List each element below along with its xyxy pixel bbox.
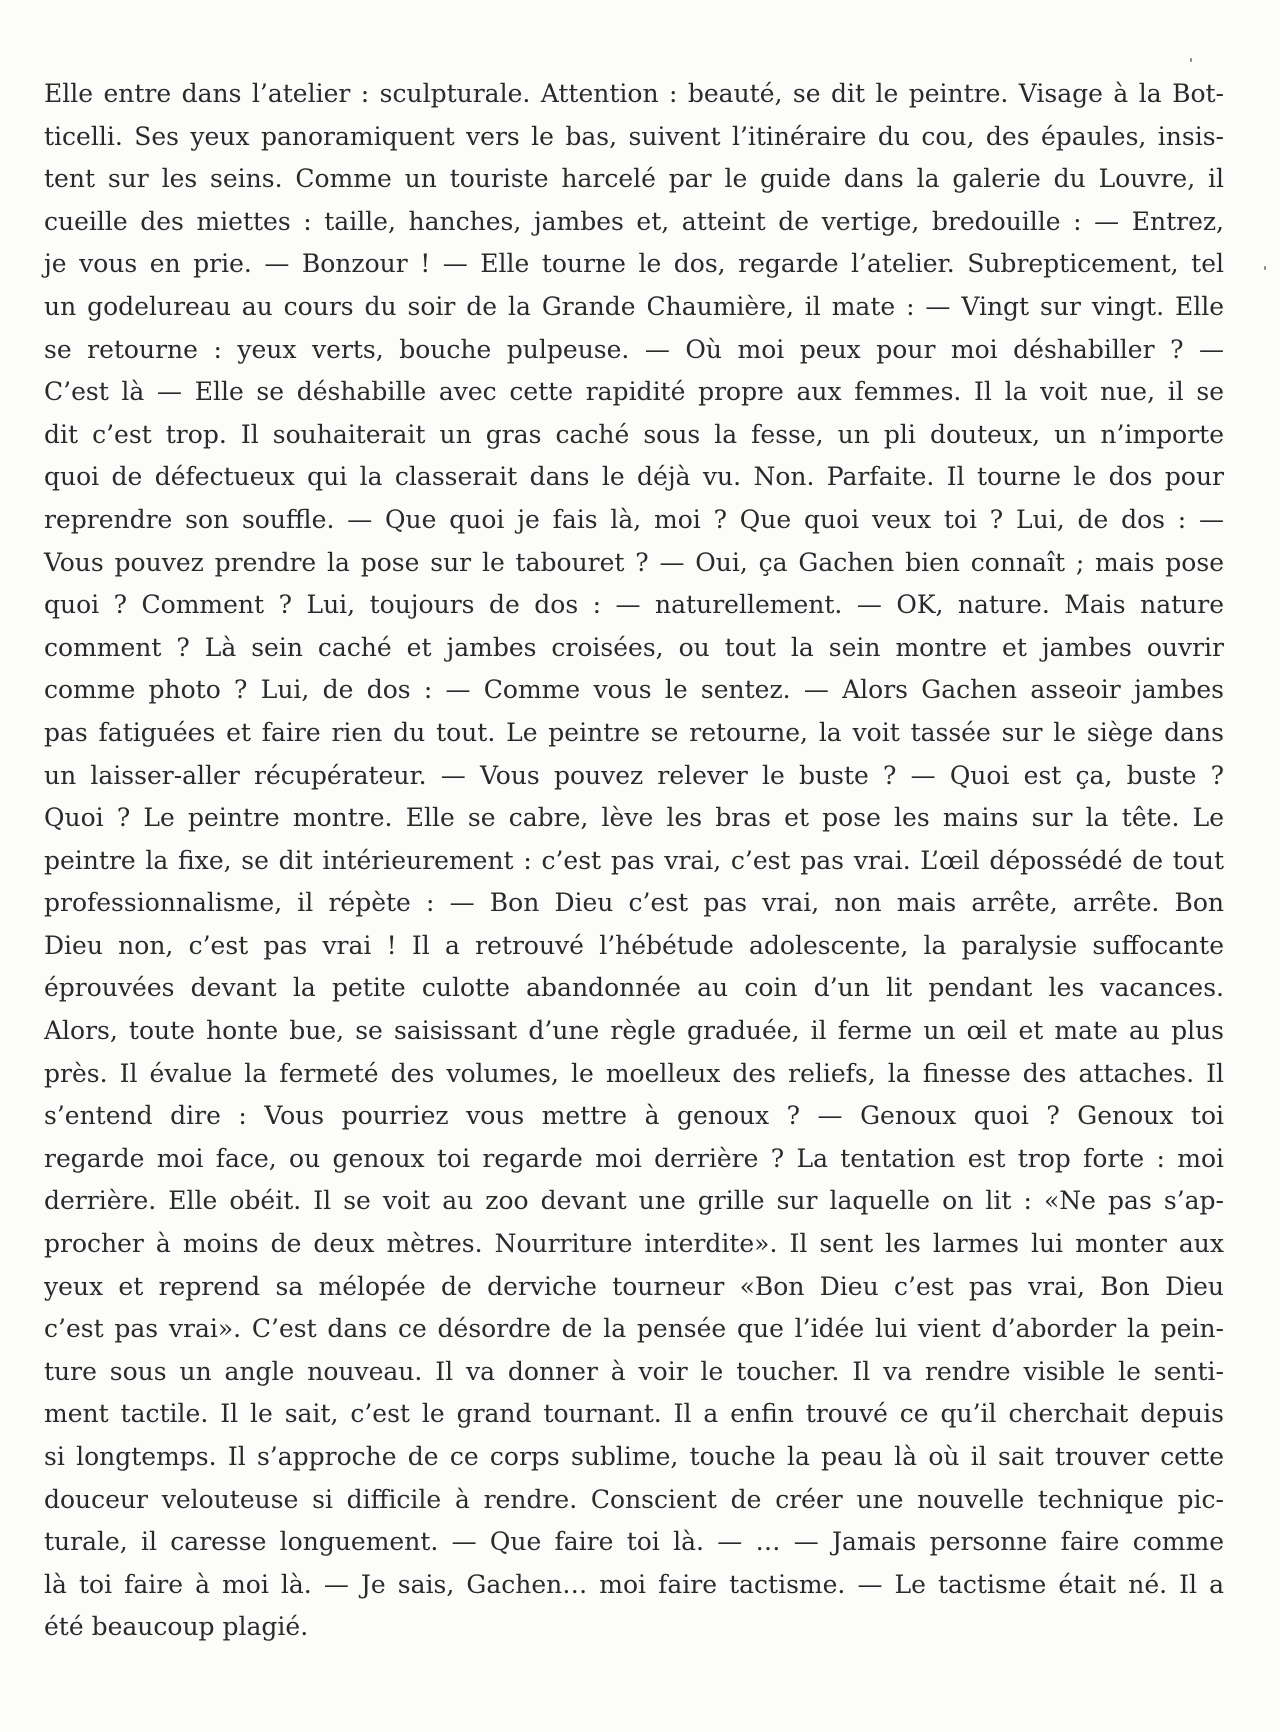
text-line: dit c’est trop. Il souhaiterait un gras caché sous la fesse, un pli douteux, un n’importe bbox=[44, 419, 1224, 449]
text-line: éprouvées devant la petite culotte abandonnée au coin d’un lit pendant les vacances. bbox=[44, 973, 1224, 1003]
text-line: c’est pas vrai». C’est dans ce désordre de la pensée que l’idée lui vient d’aborder la pein- bbox=[44, 1314, 1224, 1344]
text-line: s’entend dire : Vous pourriez vous mettre à genoux ? — Genoux quoi ? Genoux toi bbox=[44, 1101, 1224, 1131]
text-line: quoi de défectueux qui la classerait dans le déjà vu. Non. Parfaite. Il tourne le dos pour bbox=[44, 462, 1224, 492]
scan-speck bbox=[1190, 58, 1192, 62]
text-line: ment tactile. Il le sait, c’est le grand tournant. Il a enfin trouvé ce qu’il cherchait depuis bbox=[44, 1399, 1224, 1429]
text-line: turale, il caresse longuement. — Que faire toi là. — … — Jamais personne faire comme bbox=[44, 1527, 1224, 1557]
text-line: comme photo ? Lui, de dos : — Comme vous le sentez. — Alors Gachen asseoir jambes bbox=[44, 675, 1224, 705]
text-line: Vous pouvez prendre la pose sur le tabouret ? — Oui, ça Gachen bien connaît ; mais pose bbox=[44, 547, 1224, 577]
text-line: quoi ? Comment ? Lui, toujours de dos : — naturellement. — OK, nature. Mais nature bbox=[44, 590, 1224, 620]
text-line: ticelli. Ses yeux panoramiquent vers le bas, suivent l’itinéraire du cou, des épaules, insis- bbox=[44, 121, 1224, 151]
text-line: C’est là — Elle se déshabille avec cette rapidité propre aux femmes. Il la voit nue, il se bbox=[44, 377, 1224, 407]
text-line: se retourne : yeux verts, bouche pulpeuse. — Où moi peux pour moi déshabiller ? — bbox=[44, 334, 1224, 364]
text-line: près. Il évalue la fermeté des volumes, le moelleux des reliefs, la finesse des attaches. Il bbox=[44, 1058, 1224, 1088]
text-line: pas fatiguées et faire rien du tout. Le peintre se retourne, la voit tassée sur le siège dans bbox=[44, 717, 1224, 747]
text-line: reprendre son souffle. — Que quoi je fais là, moi ? Que quoi veux toi ? Lui, de dos : — bbox=[44, 504, 1224, 534]
body-text bbox=[44, 73, 1224, 1649]
text-line: je vous en prie. — Bonzour ! — Elle tourne le dos, regarde l’atelier. Subrepticement, tel bbox=[44, 249, 1224, 279]
text-line: cueille des miettes : taille, hanches, jambes et, atteint de vertige, bredouille : — Entrez, bbox=[44, 206, 1224, 236]
text-line: Elle entre dans l’atelier : sculpturale. Attention : beauté, se dit le peintre. Visage à la Bot- bbox=[44, 79, 1224, 108]
text-line: ture sous un angle nouveau. Il va donner à voir le toucher. Il va rendre visible le senti- bbox=[44, 1356, 1224, 1386]
text-line: Alors, toute honte bue, se saisissant d’une règle graduée, il ferme un œil et mate au plus bbox=[44, 1016, 1224, 1046]
text-line-last: été beaucoup plagié. bbox=[44, 1612, 309, 1642]
text-line: regarde moi face, ou genoux toi regarde moi derrière ? La tentation est trop forte : moi bbox=[44, 1143, 1224, 1173]
text-line: tent sur les seins. Comme un touriste harcelé par le guide dans la galerie du Louvre, il bbox=[44, 164, 1224, 194]
text-line: derrière. Elle obéit. Il se voit au zoo devant une grille sur laquelle on lit : «Ne pas s’ap- bbox=[44, 1186, 1224, 1216]
text-line: douceur velouteuse si difficile à rendre. Conscient de créer une nouvelle technique pic- bbox=[44, 1484, 1224, 1514]
text-line: si longtemps. Il s’approche de ce corps sublime, touche la peau là où il sait trouver cette bbox=[44, 1442, 1224, 1471]
text-line: Dieu non, c’est pas vrai ! Il a retrouvé l’hébétude adolescente, la paralysie suffocante bbox=[44, 930, 1224, 960]
text-line: un godelureau au cours du soir de la Grande Chaumière, il mate : — Vingt sur vingt. Elle bbox=[44, 291, 1224, 321]
text-line: Quoi ? Le peintre montre. Elle se cabre, lève les bras et pose les mains sur la tête. Le bbox=[44, 803, 1224, 833]
text-line: peintre la fixe, se dit intérieurement : c’est pas vrai, c’est pas vrai. L’œil dépossédé de tout bbox=[44, 845, 1224, 875]
text-line: procher à moins de deux mètres. Nourriture interdite». Il sent les larmes lui monter aux bbox=[44, 1229, 1224, 1259]
text-line: un laisser-aller récupérateur. — Vous pouvez relever le buste ? — Quoi est ça, buste ? bbox=[44, 760, 1224, 790]
text-line: comment ? Là sein caché et jambes croisées, ou tout la sein montre et jambes ouvrir bbox=[44, 632, 1224, 662]
text-line: professionnalisme, il répète : — Bon Dieu c’est pas vrai, non mais arrête, arrête. Bon bbox=[44, 888, 1224, 918]
scan-speck bbox=[1264, 266, 1266, 270]
text-line: là toi faire à moi là. — Je sais, Gachen… moi faire tactisme. — Le tactisme était né. Il a bbox=[44, 1569, 1224, 1599]
text-line: yeux et reprend sa mélopée de derviche tourneur «Bon Dieu c’est pas vrai, Bon Dieu bbox=[44, 1271, 1224, 1301]
